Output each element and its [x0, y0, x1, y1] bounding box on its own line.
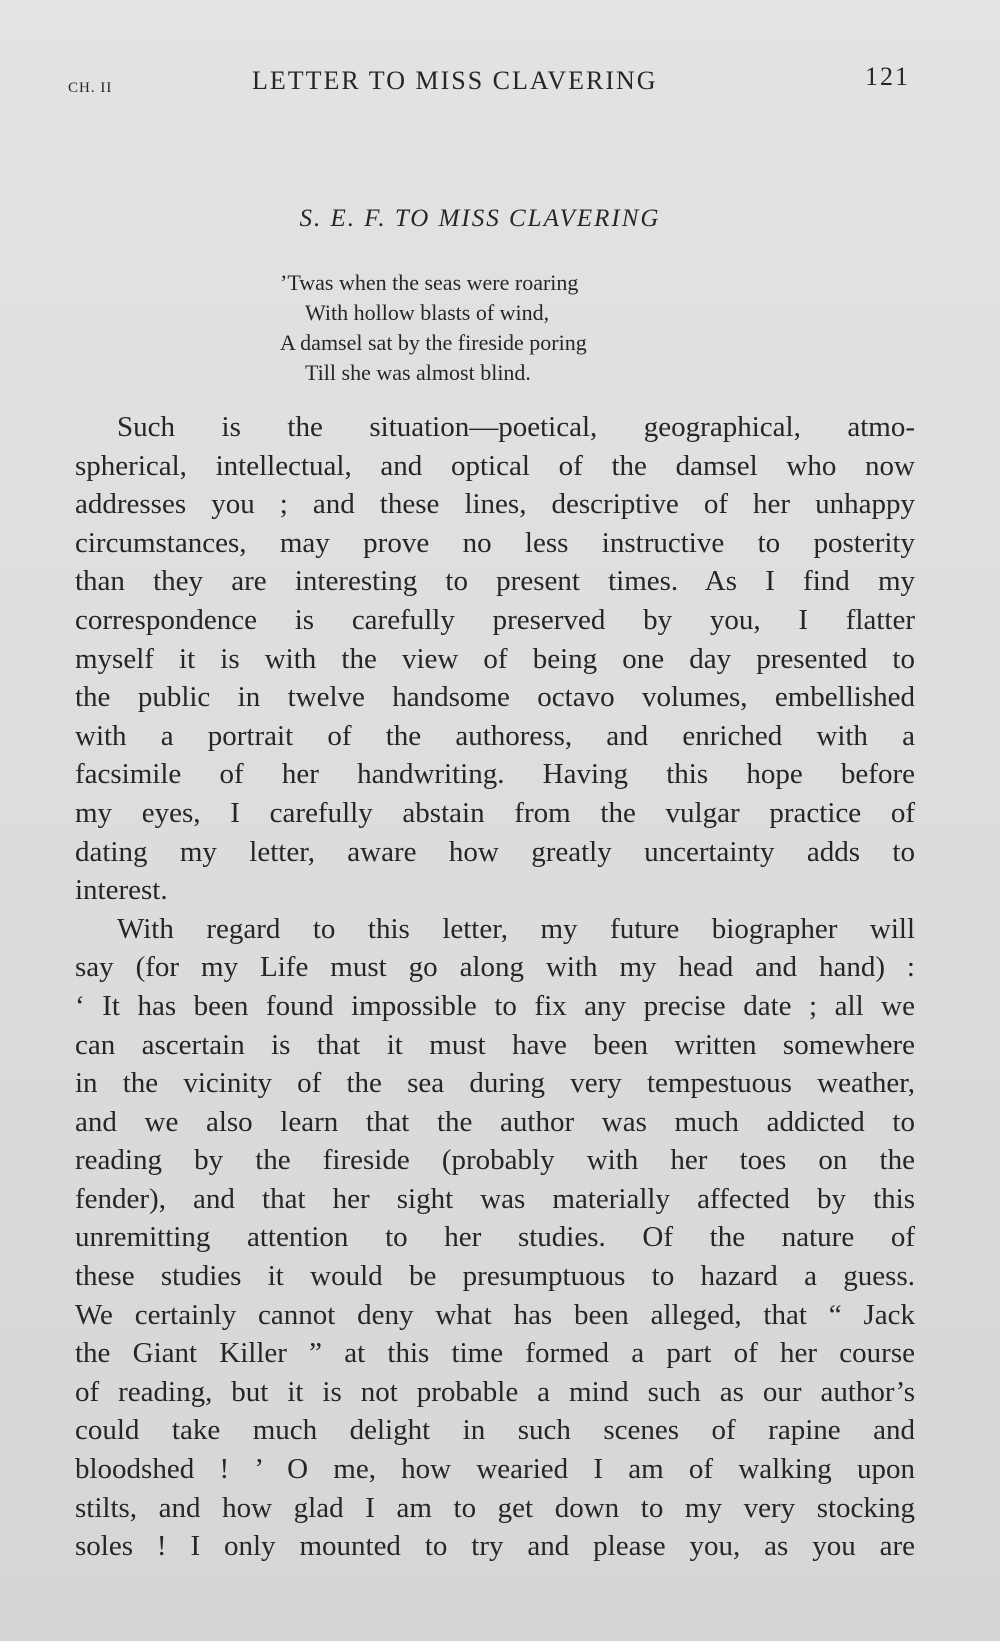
text-line: soles ! I only mounted to try and please you, as you are — [75, 1530, 915, 1563]
text-line: of reading, but it is not probable a mind such as our author’s — [75, 1375, 915, 1408]
text-line: my eyes, I carefully abstain from the vulgar practice of — [75, 796, 915, 829]
text-line: say (for my Life must go along with my head and hand) : — [75, 951, 915, 984]
text-line: myself it is with the view of being one day presented to — [75, 642, 915, 675]
text-line: ‘ It has been found impossible to fix any precise date ; all we — [75, 989, 915, 1022]
text-line: the Giant Killer ” at this time formed a part of her course — [75, 1337, 915, 1370]
paragraph-1 — [75, 408, 915, 910]
text-line: facsimile of her handwriting. Having this hope before — [75, 758, 915, 791]
verse-stanza — [280, 268, 587, 388]
text-line: interest. — [75, 874, 168, 907]
text-line: Such is the situation—poetical, geographical, atmo- — [117, 411, 915, 443]
text-line: stilts, and how glad I am to get down to my very stocking — [75, 1491, 915, 1524]
text-line: can ascertain is that it must have been written somewhere — [75, 1028, 915, 1061]
text-line: We certainly cannot deny what has been alleged, that “ Jack — [75, 1298, 915, 1331]
text-line: dating my letter, aware how greatly uncertainty adds to — [75, 835, 915, 868]
text-line: could take much delight in such scenes of rapine and — [75, 1414, 915, 1447]
text-line: the public in twelve handsome octavo volumes, embellished — [75, 681, 915, 714]
text-line: spherical, intellectual, and optical of the damsel who now — [75, 449, 915, 482]
verse-line: A damsel sat by the fireside poring — [280, 330, 587, 355]
verse-line: With hollow blasts of wind, — [305, 300, 550, 325]
text-line: With regard to this letter, my future biographer will — [117, 912, 915, 945]
text-line: unremitting attention to her studies. Of the nature of — [75, 1221, 915, 1254]
text-line: in the vicinity of the sea during very tempestuous weather, — [75, 1067, 915, 1100]
running-title: LETTER TO MISS CLAVERING — [252, 66, 658, 95]
verse-line: ’Twas when the seas were roaring — [280, 270, 579, 295]
text-line: fender), and that her sight was materially affected by this — [75, 1182, 915, 1215]
text-line: correspondence is carefully preserved by you, I flatter — [75, 603, 915, 636]
text-line: than they are interesting to present times. As I find my — [75, 565, 915, 598]
page-number: 121 — [865, 62, 910, 91]
text-line: reading by the fireside (probably with her toes on the — [75, 1144, 915, 1177]
body-text — [75, 408, 915, 1566]
text-line: and we also learn that the author was much addicted to — [75, 1105, 915, 1138]
text-line: circumstances, may prove no less instructive to posterity — [75, 526, 915, 559]
text-line: addresses you ; and these lines, descriptive of her unhappy — [75, 488, 915, 521]
chapter-reference: CH. II — [68, 80, 113, 96]
running-header — [62, 62, 910, 102]
text-line: bloodshed ! ’ O me, how wearied I am of walking upon — [75, 1453, 915, 1486]
text-line: these studies it would be presumptuous to hazard a guess. — [75, 1260, 915, 1293]
text-line: with a portrait of the authoress, and enriched with a — [75, 719, 915, 752]
paragraph-2 — [75, 910, 915, 1566]
verse-line: Till she was almost blind. — [305, 360, 531, 385]
letter-heading: S. E. F. TO MISS CLAVERING — [299, 205, 661, 232]
